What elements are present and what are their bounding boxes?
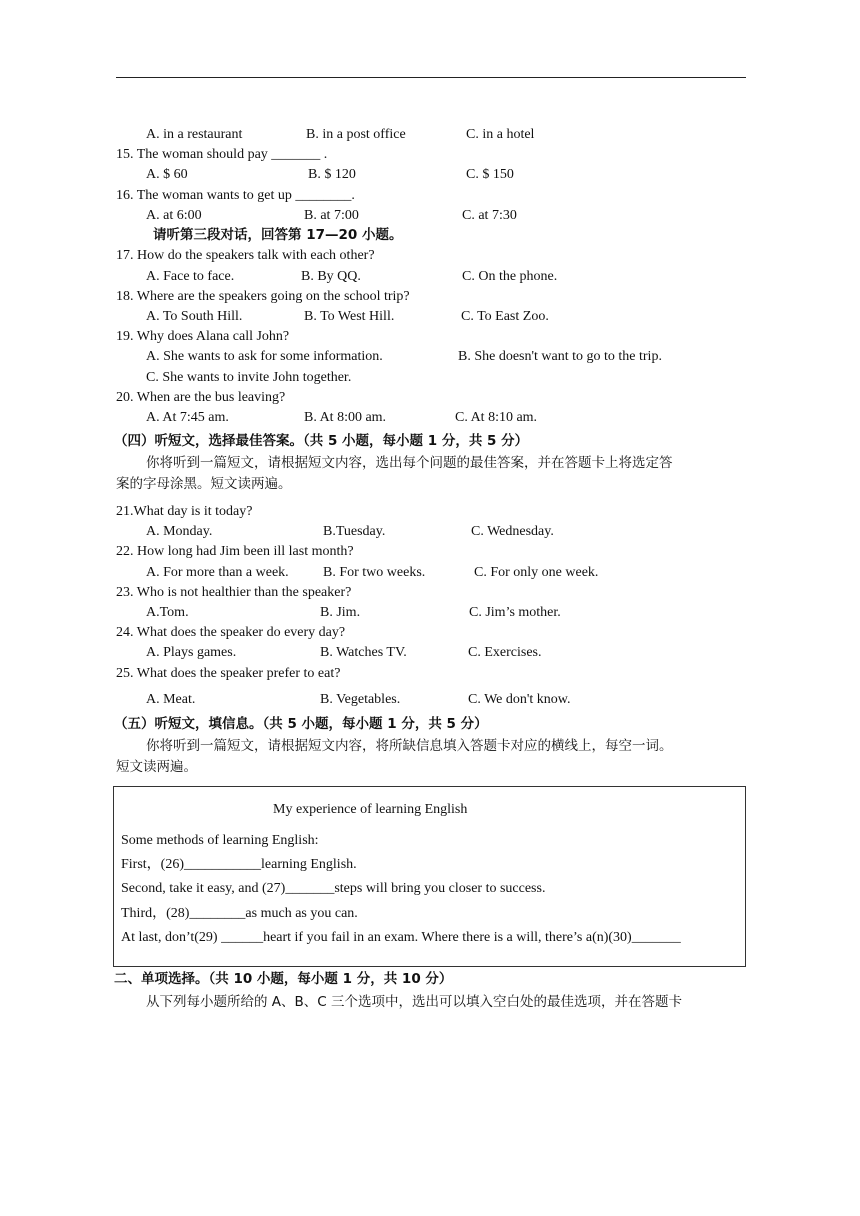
q19-option-c: C. She wants to invite John together. <box>146 370 352 385</box>
q21-option-a: A. Monday. <box>146 524 213 539</box>
section4-title: （四）听短文，选择最佳答案。（共 5 小题，每小题 1 分，共 5 分） <box>114 433 529 449</box>
q14-option-b: B. in a post office <box>306 127 406 142</box>
q17-option-b: B. By QQ. <box>301 269 361 284</box>
q19-option-a: A. She wants to ask for some information. <box>146 349 383 364</box>
box-line-second: Second, take it easy, and (27)_______steps will bring you closer to success. <box>121 881 546 896</box>
q17-question: 17. How do the speakers talk with each other? <box>116 248 375 263</box>
section5-title: （五）听短文，填信息。（共 5 小题，每小题 1 分，共 5 分） <box>114 716 488 732</box>
q21-option-b: B.Tuesday. <box>323 524 386 539</box>
q14-option-a: A. in a restaurant <box>146 127 243 142</box>
q15-question: 15. The woman should pay _______ . <box>116 147 328 162</box>
q22-option-b: B. For two weeks. <box>323 565 426 580</box>
q22-option-a: A. For more than a week. <box>146 565 289 580</box>
q23-option-a: A.Tom. <box>146 605 189 620</box>
q20-option-b: B. At 8:00 am. <box>304 410 387 425</box>
q18-question: 18. Where are the speakers going on the school trip? <box>116 289 410 304</box>
q20-option-c: C. At 8:10 am. <box>455 410 538 425</box>
q17-option-a: A. Face to face. <box>146 269 235 284</box>
q19-option-b: B. She doesn't want to go to the trip. <box>458 349 662 364</box>
q21-option-c: C. Wednesday. <box>471 524 554 539</box>
section5-instruction-line1: 你将听到一篇短文，请根据短文内容，将所缺信息填入答题卡对应的横线上，每空一词。 <box>146 738 673 754</box>
q25-option-c: C. We don't know. <box>468 692 571 707</box>
box-line-first: First，(26)___________learning English. <box>121 857 357 872</box>
q24-option-b: B. Watches TV. <box>320 645 407 660</box>
box-line-methods: Some methods of learning English: <box>121 833 319 848</box>
part2-title: 二、单项选择。（共 10 小题，每小题 1 分，共 10 分） <box>114 971 453 987</box>
section4-instruction-line2: 案的字母涂黑。短文读两遍。 <box>116 476 292 492</box>
q21-question: 21.What day is it today? <box>116 504 253 519</box>
q22-question: 22. How long had Jim been ill last month? <box>116 544 354 559</box>
q20-option-a: A. At 7:45 am. <box>146 410 229 425</box>
q25-question: 25. What does the speaker prefer to eat? <box>116 666 341 681</box>
box-line-third: Third，(28)________as much as you can. <box>121 906 358 921</box>
q15-option-a: A. $ 60 <box>146 167 188 182</box>
q24-option-a: A. Plays games. <box>146 645 237 660</box>
q20-question: 20. When are the bus leaving? <box>116 390 286 405</box>
q25-option-b: B. Vegetables. <box>320 692 401 707</box>
q23-option-c: C. Jim’s mother. <box>469 605 561 620</box>
q16-option-b: B. at 7:00 <box>304 208 359 223</box>
q23-option-b: B. Jim. <box>320 605 361 620</box>
q18-option-c: C. To East Zoo. <box>461 309 549 324</box>
part2-instruction-line1: 从下列每小题所给的 A、B、C 三个选项中，选出可以填入空白处的最佳选项，并在答题卡 <box>146 994 683 1010</box>
q16-question: 16. The woman wants to get up ________. <box>116 188 355 203</box>
q18-option-b: B. To West Hill. <box>304 309 395 324</box>
q19-question: 19. Why does Alana call John? <box>116 329 290 344</box>
section5-instruction-line2: 短文读两遍。 <box>116 759 197 775</box>
box-title: My experience of learning English <box>273 802 468 817</box>
box-line-last: At last, don’t(29) ______heart if you fail in an exam. Where there is a will, there’s a(n)(30)_______ <box>121 930 681 945</box>
q24-option-c: C. Exercises. <box>468 645 542 660</box>
q15-option-b: B. $ 120 <box>308 167 356 182</box>
q23-question: 23. Who is not healthier than the speaker? <box>116 585 352 600</box>
q16-option-a: A. at 6:00 <box>146 208 202 223</box>
q25-option-a: A. Meat. <box>146 692 196 707</box>
q17-option-c: C. On the phone. <box>462 269 558 284</box>
part3-intro: 请听第三段对话，回答第 17—20 小题。 <box>153 227 403 243</box>
header-rule <box>116 77 746 78</box>
q15-option-c: C. $ 150 <box>466 167 514 182</box>
q18-option-a: A. To South Hill. <box>146 309 243 324</box>
section4-instruction-line1: 你将听到一篇短文，请根据短文内容，选出每个问题的最佳答案，并在答题卡上将选定答 <box>146 455 673 471</box>
q14-option-c: C. in a hotel <box>466 127 535 142</box>
q24-question: 24. What does the speaker do every day? <box>116 625 346 640</box>
q16-option-c: C. at 7:30 <box>462 208 517 223</box>
q22-option-c: C. For only one week. <box>474 565 599 580</box>
